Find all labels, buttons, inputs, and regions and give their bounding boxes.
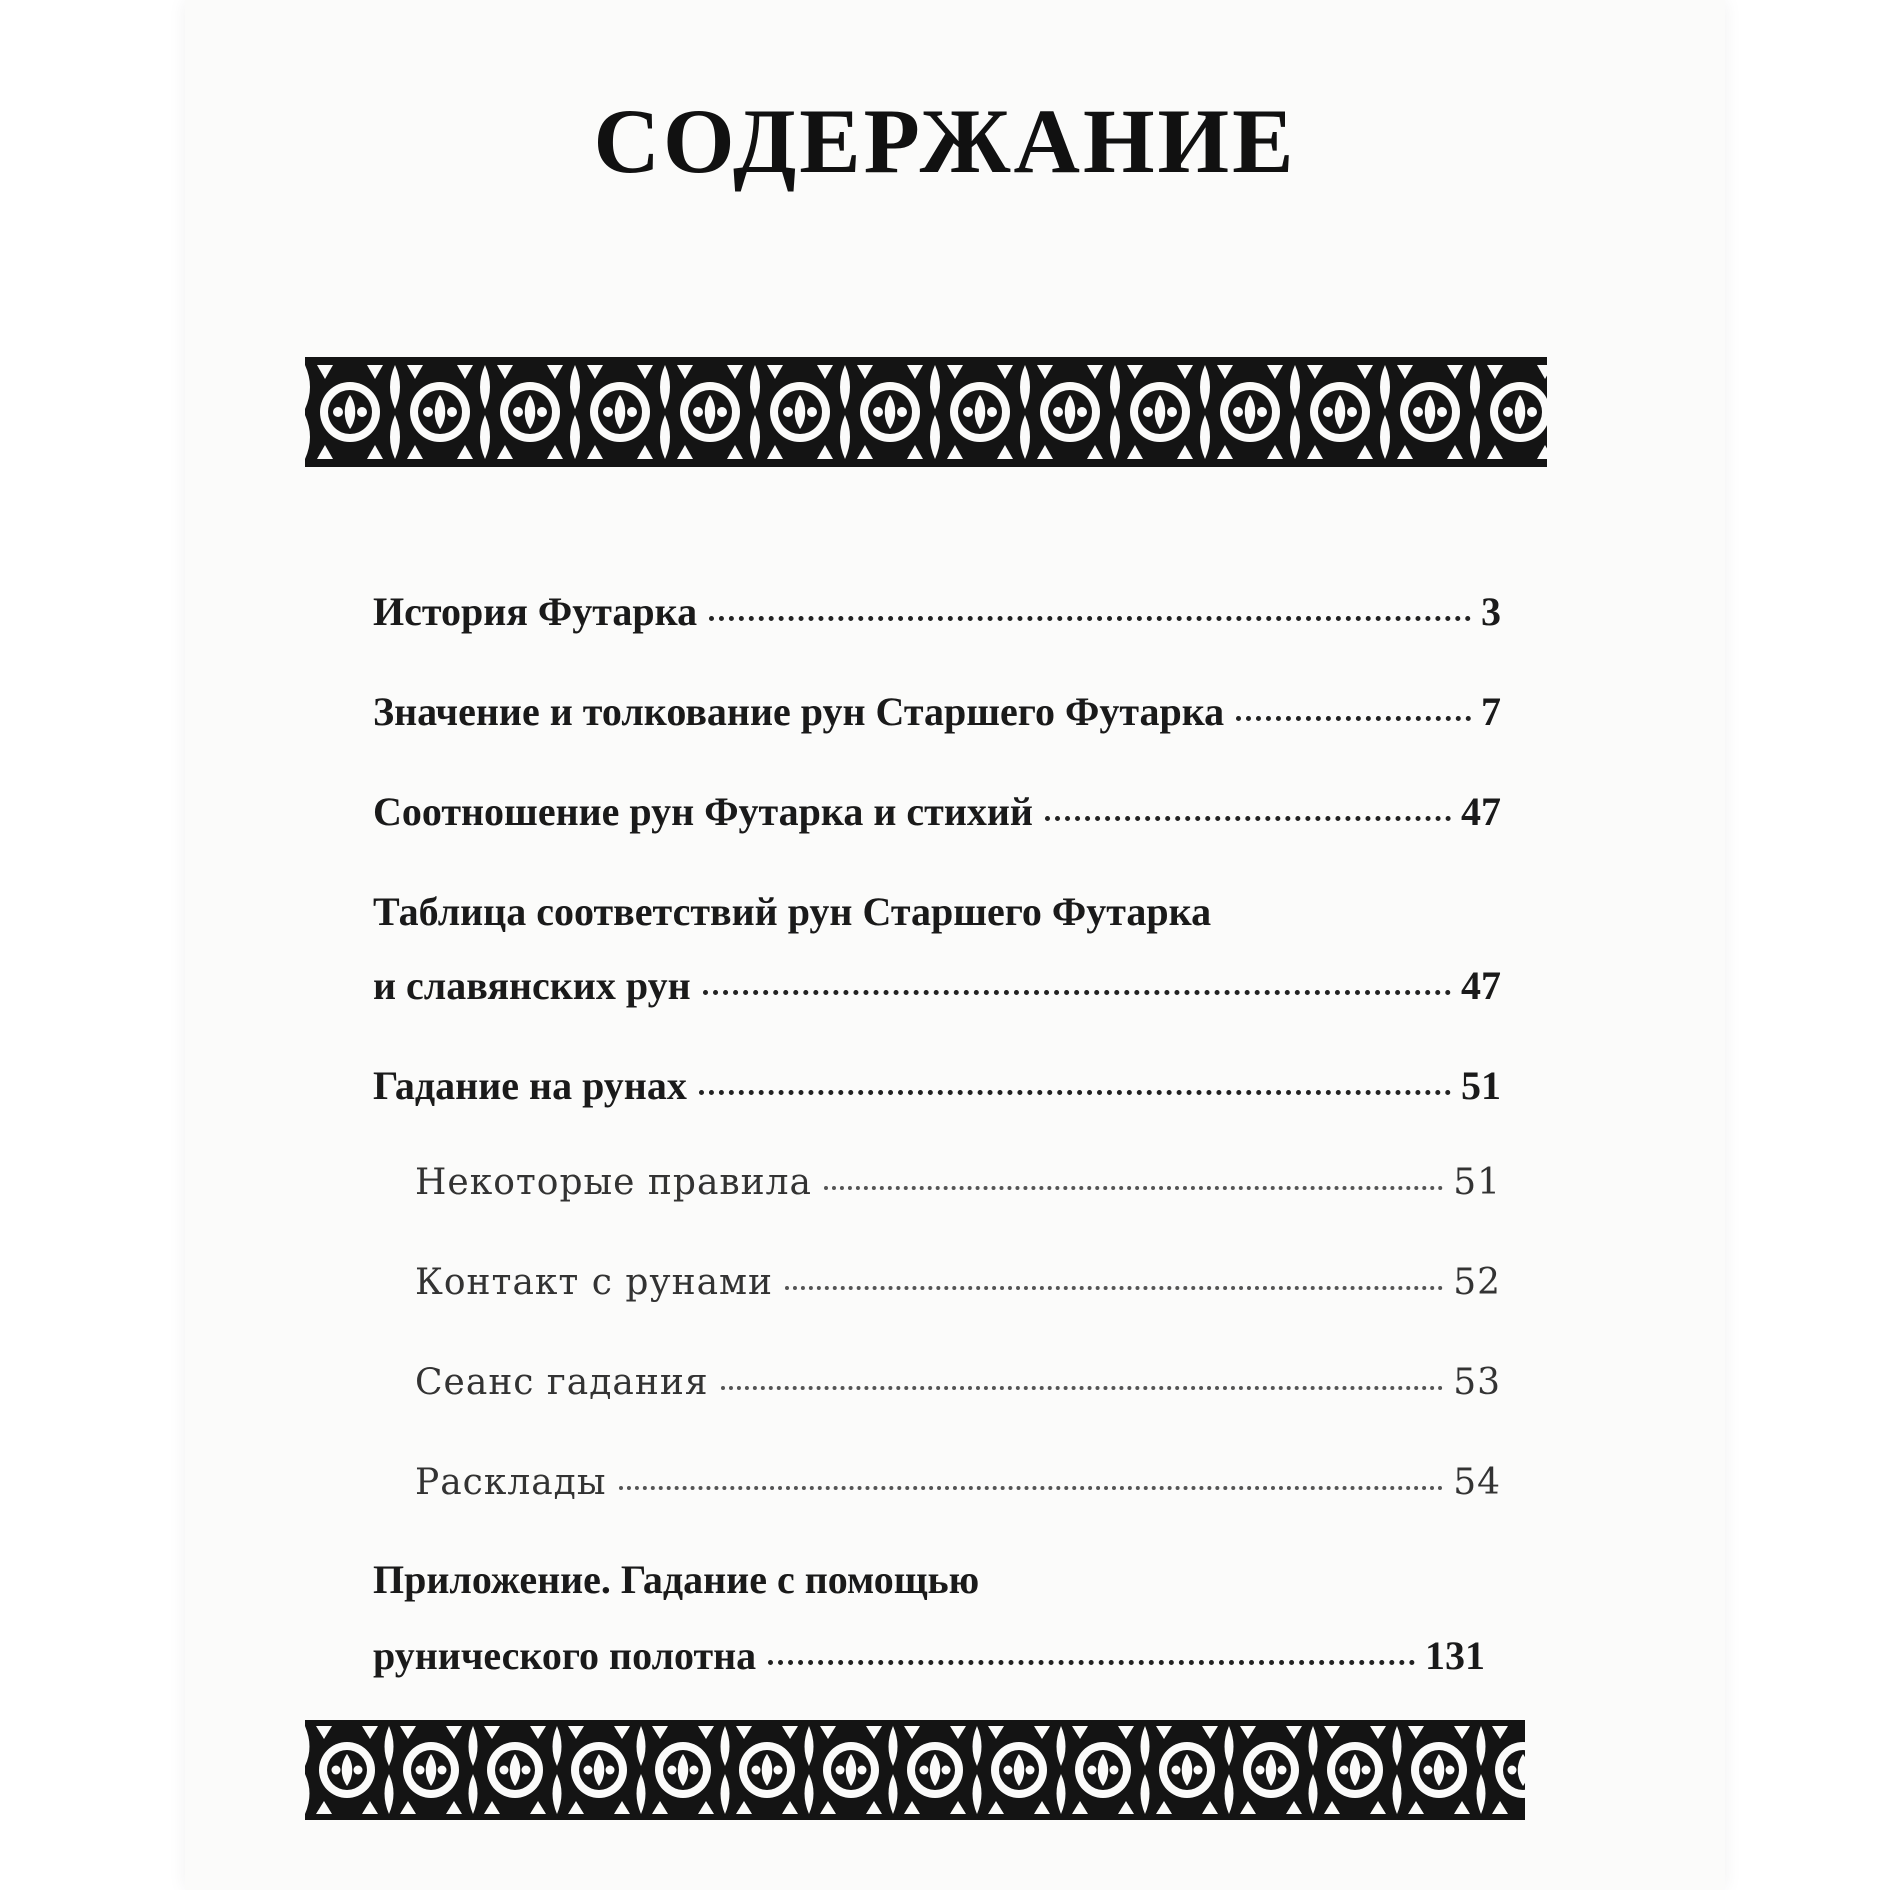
toc-entry[interactable] bbox=[373, 1632, 1485, 1679]
toc-entry-page: 131 bbox=[1425, 1633, 1485, 1678]
leader-dots bbox=[1045, 816, 1451, 821]
toc-subentry[interactable] bbox=[415, 1162, 1501, 1203]
toc-entry-label-line1[interactable]: Таблица соответствий рун Старшего Футарка bbox=[373, 889, 1212, 934]
toc-entry-page: 53 bbox=[1453, 1362, 1501, 1403]
leader-dots bbox=[709, 616, 1471, 621]
toc-entry-label: Контакт с рунами bbox=[415, 1262, 774, 1303]
toc-entry-label: Некоторые правила bbox=[415, 1162, 813, 1203]
toc-entry-page: 51 bbox=[1461, 1063, 1501, 1108]
toc-entry-page: 54 bbox=[1453, 1462, 1501, 1503]
leader-dots bbox=[824, 1186, 1443, 1190]
ornament-bottom-icon bbox=[305, 1720, 1525, 1820]
leader-dots bbox=[1236, 716, 1471, 721]
toc-subentry[interactable] bbox=[415, 1462, 1501, 1503]
page-title: СОДЕРЖАНИЕ bbox=[593, 90, 1297, 192]
toc-entry-label: Значение и толкование рун Старшего Футарка bbox=[373, 689, 1225, 734]
leader-dots bbox=[785, 1286, 1443, 1290]
toc-entry[interactable] bbox=[373, 588, 1501, 635]
toc-subentry[interactable] bbox=[415, 1262, 1501, 1303]
toc-subentry[interactable] bbox=[415, 1362, 1501, 1403]
toc-entry-page: 52 bbox=[1453, 1262, 1501, 1303]
toc-entry-page: 7 bbox=[1481, 689, 1501, 734]
leader-dots bbox=[619, 1486, 1444, 1490]
leader-dots bbox=[699, 1090, 1451, 1095]
toc-entry-page: 3 bbox=[1481, 589, 1501, 634]
toc-entry-page: 47 bbox=[1461, 963, 1501, 1008]
leader-dots bbox=[703, 990, 1451, 995]
leader-dots bbox=[768, 1660, 1415, 1665]
toc-entry-label: Сеанс гадания bbox=[415, 1362, 709, 1403]
leader-dots bbox=[721, 1386, 1444, 1390]
toc-entry-label: Гадание на рунах bbox=[373, 1063, 687, 1108]
toc-entry-label: Соотношение рун Футарка и стихий bbox=[373, 789, 1033, 834]
toc-entry-label: рунического полотна bbox=[373, 1633, 757, 1678]
toc-entry[interactable] bbox=[373, 962, 1501, 1009]
toc-entry-label: Расклады bbox=[415, 1462, 607, 1503]
toc-entry-page: 47 bbox=[1461, 789, 1501, 834]
toc-entry-label-line1[interactable]: Приложение. Гадание с помощью bbox=[373, 1557, 980, 1602]
toc-entry[interactable] bbox=[373, 788, 1501, 835]
toc-entry-page: 51 bbox=[1453, 1162, 1501, 1203]
toc-entry[interactable] bbox=[373, 1062, 1501, 1109]
toc-entry-label: История Футарка bbox=[373, 589, 698, 634]
toc-entry[interactable] bbox=[373, 688, 1501, 735]
toc-entry-label: и славянских рун bbox=[373, 963, 691, 1008]
